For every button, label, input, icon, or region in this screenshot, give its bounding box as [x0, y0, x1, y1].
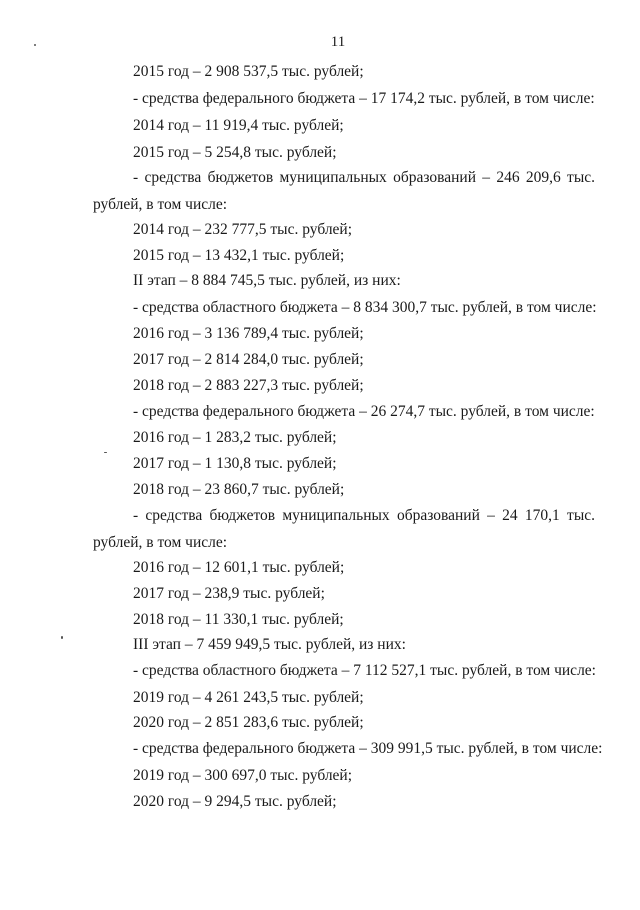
stage-line: III этап – 7 459 949,5 тыс. рублей, из них:: [133, 636, 406, 653]
funding-line: - средства федерального бюджета – 17 174,2 тыс. рублей, в том числе:: [133, 90, 595, 107]
funding-line: 2018 год – 11 330,1 тыс. рублей;: [133, 611, 344, 628]
funding-line: - средства бюджетов муниципальных образований – 24 170,1 тыс.: [133, 507, 595, 524]
page-number: 11: [330, 34, 346, 50]
funding-line: 2017 год – 2 814 284,0 тыс. рублей;: [133, 351, 364, 368]
funding-line-continuation: рублей, в том числе:: [93, 196, 228, 213]
funding-line: 2016 год – 1 283,2 тыс. рублей;: [133, 429, 337, 446]
funding-line: 2018 год – 2 883 227,3 тыс. рублей;: [133, 377, 364, 394]
funding-line: 2017 год – 238,9 тыс. рублей;: [133, 585, 325, 602]
funding-line: 2015 год – 2 908 537,5 тыс. рублей;: [133, 63, 364, 80]
funding-line: 2016 год – 12 601,1 тыс. рублей;: [133, 559, 345, 576]
funding-line: 2017 год – 1 130,8 тыс. рублей;: [133, 455, 337, 472]
funding-line: 2016 год – 3 136 789,4 тыс. рублей;: [133, 325, 364, 342]
funding-line: 2018 год – 23 860,7 тыс. рублей;: [133, 481, 345, 498]
funding-line: 2020 год – 2 851 283,6 тыс. рублей;: [133, 714, 364, 731]
scan-speck: [104, 452, 107, 453]
funding-line: - средства федерального бюджета – 309 991,5 тыс. рублей, в том числе:: [133, 740, 603, 757]
funding-line: - средства федерального бюджета – 26 274,7 тыс. рублей, в том числе:: [133, 403, 595, 420]
funding-line: 2015 год – 13 432,1 тыс. рублей;: [133, 247, 345, 264]
stage-line: II этап – 8 884 745,5 тыс. рублей, из них:: [133, 272, 401, 289]
funding-line: 2019 год – 4 261 243,5 тыс. рублей;: [133, 689, 364, 706]
funding-line: 2014 год – 232 777,5 тыс. рублей;: [133, 221, 353, 238]
funding-line: - средства бюджетов муниципальных образований – 246 209,6 тыс.: [133, 169, 595, 186]
funding-line: 2020 год – 9 294,5 тыс. рублей;: [133, 793, 337, 810]
scan-speck: [61, 636, 63, 639]
funding-line: - средства областного бюджета – 7 112 527,1 тыс. рублей, в том числе:: [133, 662, 596, 679]
scan-speck: [34, 44, 36, 46]
funding-line-continuation: рублей, в том числе:: [93, 534, 228, 551]
funding-line: 2019 год – 300 697,0 тыс. рублей;: [133, 767, 353, 784]
funding-line: - средства областного бюджета – 8 834 300,7 тыс. рублей, в том числе:: [133, 299, 597, 316]
funding-line: 2014 год – 11 919,4 тыс. рублей;: [133, 117, 344, 134]
funding-line: 2015 год – 5 254,8 тыс. рублей;: [133, 144, 337, 161]
